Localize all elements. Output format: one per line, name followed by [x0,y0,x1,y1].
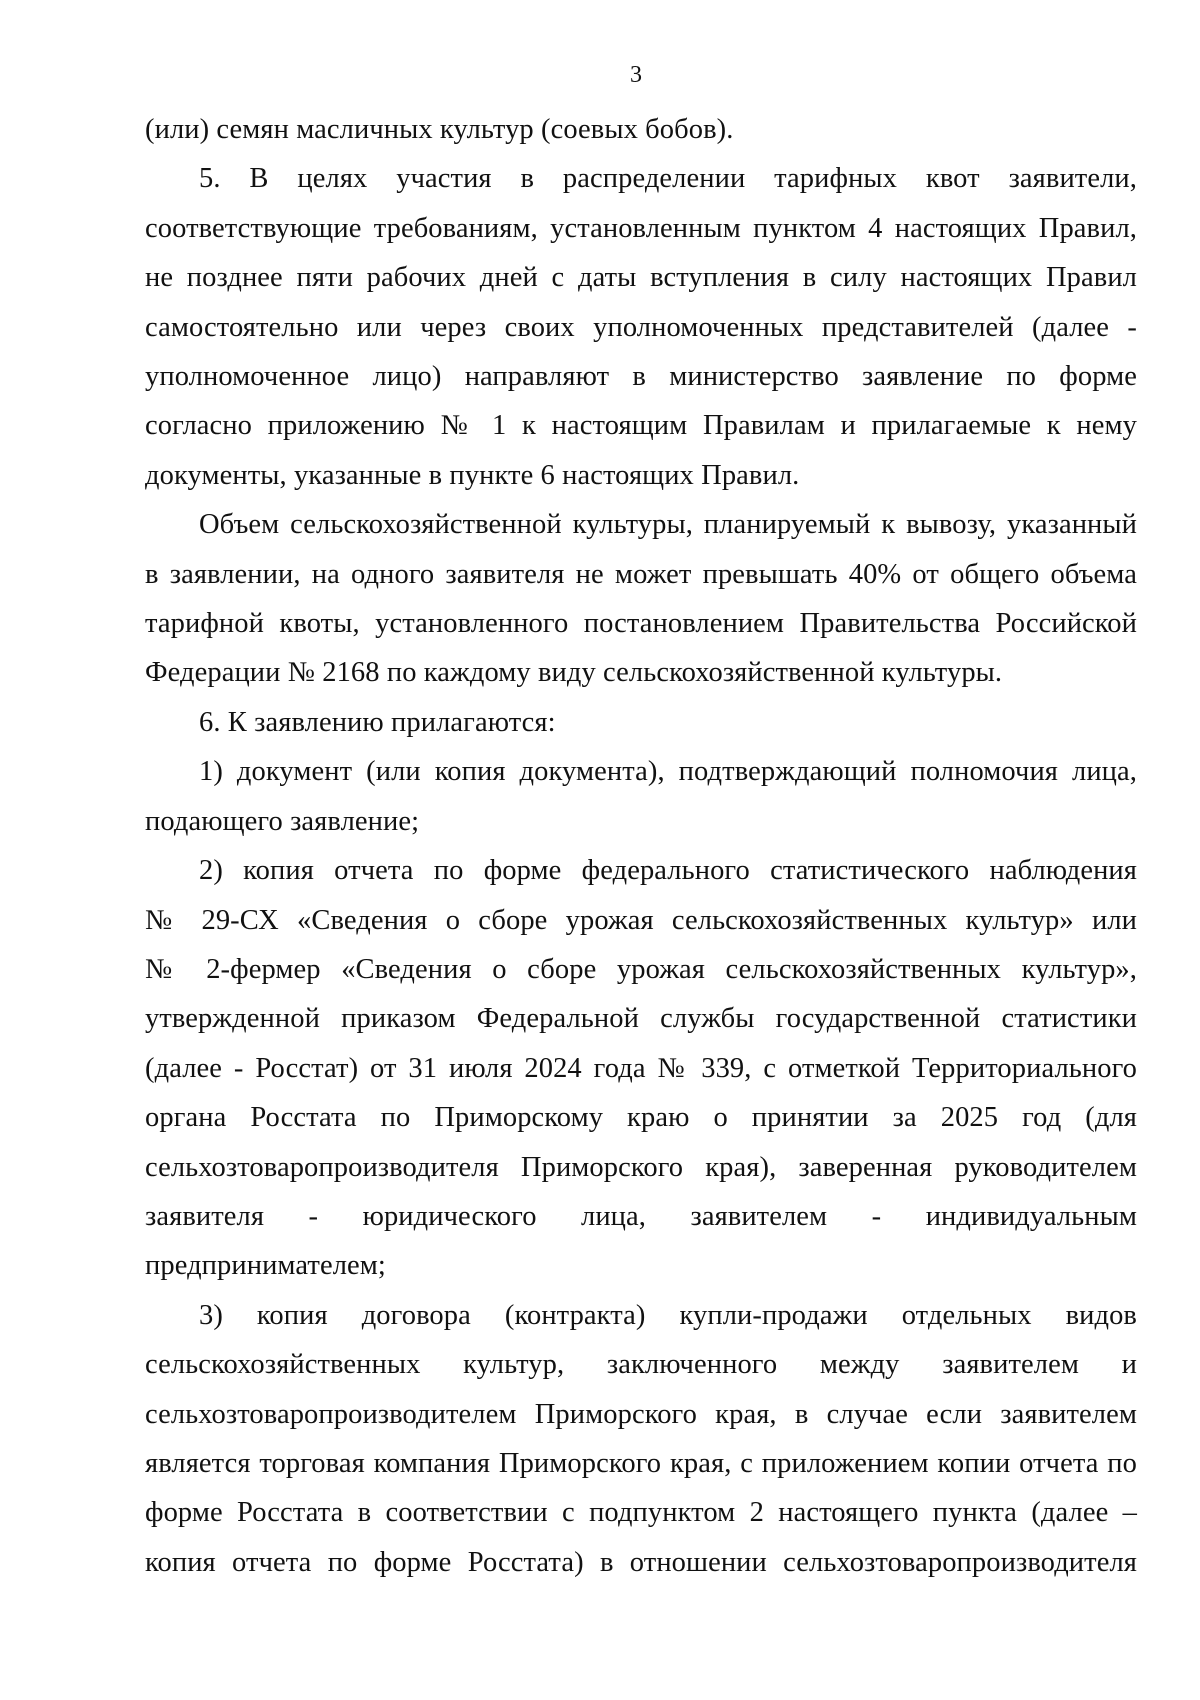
text-line: Объем сельскохозяйственной культуры, планируемый к вывозу, указанный [199,509,1137,541]
text-line: предпринимателем; [145,1250,386,1282]
text-line: не позднее пяти рабочих дней с даты вступления в силу настоящих Правил [145,262,1137,294]
text-line: в заявлении, на одного заявителя не может превышать 40% от общего объема [145,558,1137,590]
text-line: 3) копия договора (контракта) купли-продажи отдельных видов [199,1299,1137,1331]
paragraph-item-5 [145,154,1137,500]
text-line: 5. В целях участия в распределении тарифных квот заявители, [199,163,1137,195]
text-line: заявителя - юридического лица, заявителем - индивидуальным [145,1200,1137,1232]
text-line: уполномоченное лицо) направляют в министерство заявление по форме [145,361,1137,393]
text-line: согласно приложению № 1 к настоящим Правилам и прилагаемые к нему [145,410,1137,442]
text-line: копия отчета по форме Росстата) в отношении сельхозтоваропроизводителя [145,1546,1137,1578]
text-line: Федерации № 2168 по каждому виду сельскохозяйственной культуры. [145,657,1003,689]
text-line: № 2-фермер «Сведения о сборе урожая сельскохозяйственных культур», [145,953,1137,985]
text-line: 6. К заявлению прилагаются: [199,706,556,738]
paragraph-item-6-2 [145,846,1137,1291]
text-line: соответствующие требованиям, установленным пунктом 4 настоящих Правил, [145,212,1137,244]
text-line: сельскохозяйственных культур, заключенного между заявителем и [145,1349,1137,1381]
paragraph-item-6 [145,698,1137,747]
text-line: № 29-СХ «Сведения о сборе урожая сельскохозяйственных культур» или [145,904,1137,936]
text-line: форме Росстата в соответствии с подпунктом 2 настоящего пункта (далее – [145,1497,1137,1529]
paragraph-item-6-1 [145,747,1137,846]
text-line: является торговая компания Приморского края, с приложением копии отчета по [145,1447,1137,1479]
paragraph-volume-limit [145,500,1137,698]
text-line: сельхозтоваропроизводителем Приморского края, в случае если заявителем [145,1398,1137,1430]
text-line: (или) семян масличных культур (соевых бобов). [145,114,734,145]
paragraph-item-6-3 [145,1291,1137,1587]
text-line: утвержденной приказом Федеральной службы государственной статистики [145,1003,1137,1035]
text-line: 2) копия отчета по форме федерального статистического наблюдения [199,855,1137,887]
paragraph-continuation [145,105,1137,154]
text-line: 1) документ (или копия документа), подтверждающий полномочия лица, [199,756,1137,788]
text-line: подающего заявление; [145,805,420,837]
text-line: органа Росстата по Приморскому краю о принятии за 2025 год (для [145,1102,1137,1134]
text-line: тарифной квоты, установленного постановлением Правительства Российской [145,608,1137,640]
document-body [145,105,1137,1587]
text-line: самостоятельно или через своих уполномоченных представителей (далее - [145,311,1137,343]
page-number: 3 [630,62,642,88]
text-line: сельхозтоваропроизводителя Приморского края), заверенная руководителем [145,1151,1137,1183]
text-line: (далее - Росстат) от 31 июля 2024 года № 339, с отметкой Территориального [145,1052,1137,1084]
text-line: документы, указанные в пункте 6 настоящих Правил. [145,459,800,491]
